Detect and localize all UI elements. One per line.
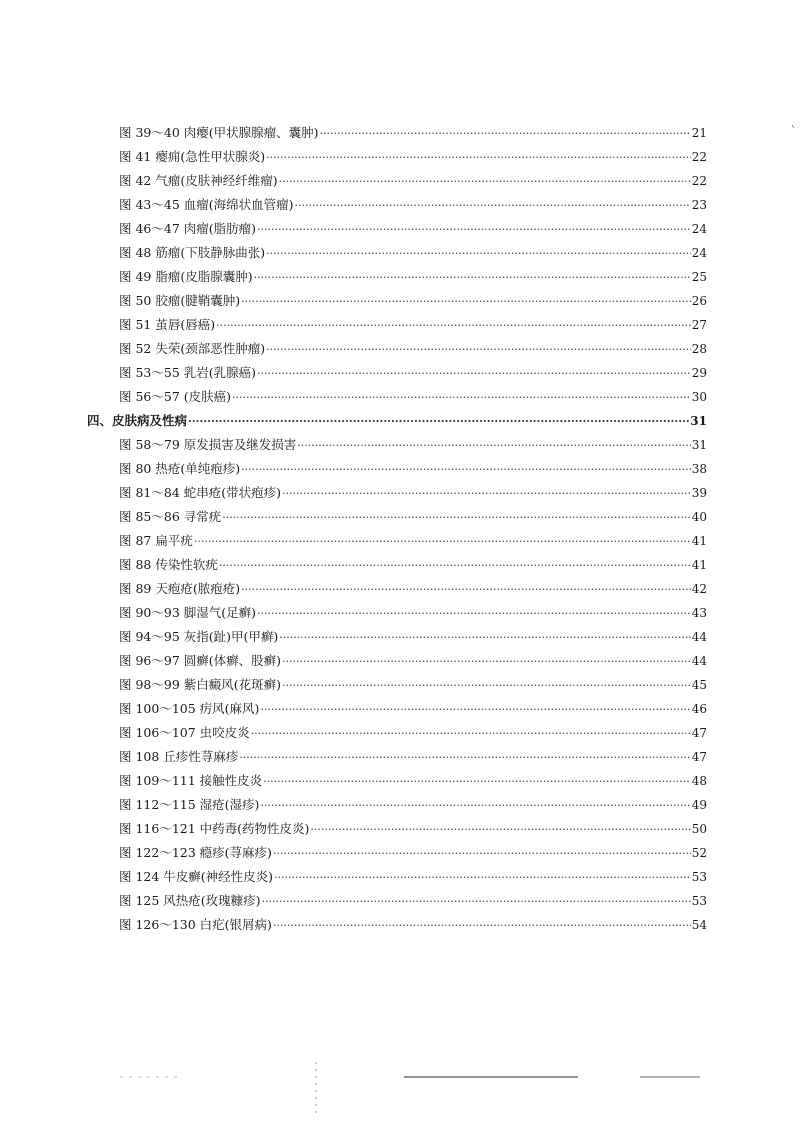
toc-entry-page: 39: [691, 486, 707, 500]
toc-entry-page: 41: [691, 534, 707, 548]
toc-entry-page: 49: [691, 798, 707, 812]
toc-entry-label: 图 52 失荣(颈部恶性肿瘤): [119, 341, 266, 356]
toc-entry-label: 图 81～84 蛇串疮(带状疱疹): [119, 485, 282, 500]
toc-entry-label: 图 109～111 接触性皮炎: [119, 773, 263, 788]
section-page: 31: [690, 414, 707, 428]
toc-entry-label: 图 51 茧唇(唇癌): [119, 317, 216, 332]
toc-entry-label: 图 106～107 虫咬皮炎: [119, 725, 250, 740]
toc-entry-label: 图 85～86 寻常疣: [119, 509, 222, 524]
toc-entry-page: 21: [691, 126, 707, 140]
toc-entry-page: 28: [691, 342, 707, 356]
toc-entry-label: 图 125 风热疮(玫瑰糠疹): [119, 893, 261, 908]
toc-entry-page: 30: [691, 390, 707, 404]
toc-entry-page: 44: [691, 654, 707, 668]
toc-entry-label: 图 124 牛皮癣(神经性皮炎): [119, 869, 274, 884]
toc-entry-page: 45: [691, 678, 707, 692]
toc-entry-label: 图 53～55 乳岩(乳腺癌): [119, 365, 257, 380]
toc-entry-page: 23: [691, 198, 707, 212]
toc-entry-label: 图 43～45 血瘤(海绵状血管瘤): [119, 197, 294, 212]
toc-entry-page: 46: [691, 702, 707, 716]
toc-entry-label: 图 87 扁平疣: [119, 533, 193, 548]
toc-entry-label: 图 96～97 圆癣(体癣、股癣): [119, 653, 282, 668]
toc-entry-page: 47: [691, 750, 707, 764]
toc-entry-page: 22: [691, 150, 707, 164]
toc-entry-label: 图 56～57 (皮肤癌): [119, 389, 232, 404]
toc-entry-page: 40: [691, 510, 707, 524]
toc-entry-label: 图 46～47 肉瘤(脂肪瘤): [119, 221, 257, 236]
toc-entry-page: 41: [691, 558, 707, 572]
toc-entry-page: 38: [691, 462, 707, 476]
toc-entry-page: 53: [691, 894, 707, 908]
toc-entry-page: 52: [691, 846, 707, 860]
toc-entry-label: 图 100～105 疠风(麻风): [119, 701, 260, 716]
toc-entry-label: 图 41 瘿痈(急性甲状腺炎): [119, 149, 266, 164]
toc-entry-page: 54: [691, 918, 707, 932]
toc-entry-label: 图 80 热疮(单纯疱疹): [119, 461, 241, 476]
toc-entry-label: 图 126～130 白疕(银屑病): [119, 917, 272, 932]
toc-entry-page: 25: [691, 270, 707, 284]
toc-entry-label: 图 90～93 脚湿气(足癣): [119, 605, 257, 620]
toc-entry-label: 图 122～123 瘾疹(荨麻疹): [119, 845, 272, 860]
toc-entry-label: 图 88 传染性软疣: [119, 557, 218, 572]
toc-entry-page: 53: [691, 870, 707, 884]
toc-entry-label: 图 112～115 湿疮(湿疹): [119, 797, 260, 812]
toc-entry-page: 27: [691, 318, 707, 332]
section-title: 四、皮肤病及性病: [87, 413, 188, 428]
toc-entry-label: 图 42 气瘤(皮肤神经纤维瘤): [119, 173, 278, 188]
toc-entry-page: 43: [691, 606, 707, 620]
toc-entry-page: 42: [691, 582, 707, 596]
toc-entry-page: 50: [691, 822, 707, 836]
toc-entry-page: 29: [691, 366, 707, 380]
toc-entry-page: 31: [691, 438, 707, 452]
toc-entry-page: 26: [691, 294, 707, 308]
toc-entry-page: 48: [691, 774, 707, 788]
toc-entry-label: 图 39～40 肉瘿(甲状腺腺瘤、囊肿): [119, 125, 319, 140]
scan-mark: [792, 125, 794, 128]
toc-entry-label: 图 108 丘疹性荨麻疹: [119, 749, 239, 764]
toc-entry-page: 44: [691, 630, 707, 644]
toc-entry-label: 图 58～79 原发损害及继发损害: [119, 437, 297, 452]
toc-entry-label: 图 48 筋瘤(下肢静脉曲张): [119, 245, 266, 260]
toc-entry-page: 24: [691, 222, 707, 236]
toc-entry-page: 22: [691, 174, 707, 188]
toc-entry-page: 24: [691, 246, 707, 260]
toc-entry-label: 图 50 胶瘤(腱鞘囊肿): [119, 293, 241, 308]
toc-entry-label: 图 94～95 灰指(趾)甲(甲癣): [119, 629, 279, 644]
toc-entry-label: 图 49 脂瘤(皮脂腺囊肿): [119, 269, 253, 284]
toc-entry-label: 图 98～99 紫白癜风(花斑癣): [119, 677, 282, 692]
toc-entry-page: 47: [691, 726, 707, 740]
toc-entry-label: 图 89 天疱疮(脓疱疮): [119, 581, 241, 596]
toc-entry-label: 图 116～121 中药毒(药物性皮炎): [119, 821, 310, 836]
